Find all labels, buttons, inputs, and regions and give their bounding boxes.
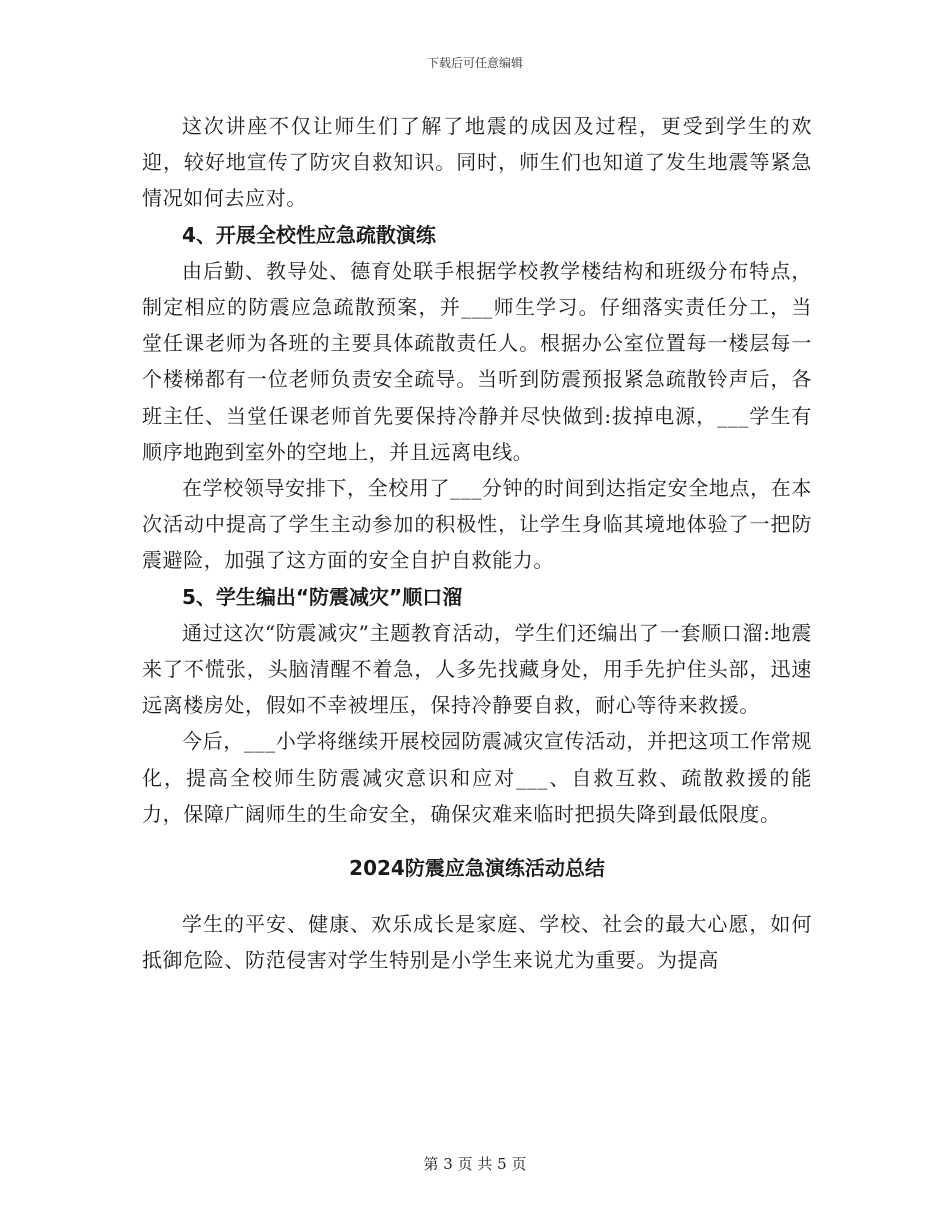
paragraph-evacuation-plan: 由后勤、教导处、德育处联手根据学校教学楼结构和班级分布特点，制定相应的防震应急疏散预案，并___师生学习。仔细落实责任分工，当堂任课老师为各班的主要具体疏散责任人。根据办公室位置每一楼层每一个楼梯都有一位老师负责安全疏导。当听到防震预报紧急疏散铃声后，各班主任、当堂任课老师首先要保持冷静并尽快做到:拔掉电源，___学生有顺序地跑到室外的空地上，并且远离电线。 — [142, 258, 812, 464]
heading-rhyme: 5、学生编出“防震减灾”顺口溜 — [182, 584, 463, 609]
paragraph-rhyme: 通过这次“防震减灾”主题教育活动，学生们还编出了一套顺口溜:地震来了不慌张，头脑清醒不着急，人多先找藏身处，用手先护住头部，迅速远离楼房处，假如不幸被埋压，保持冷静要自救，耐心等待来救援。 — [142, 620, 812, 718]
page-footer: 第 3 页 共 5 页 — [423, 1155, 527, 1173]
document-body — [142, 108, 812, 978]
paragraph-intro: 学生的平安、健康、欢乐成长是家庭、学校、社会的最大心愿，如何抵御危险、防范侵害对学生特别是小学生来说尤为重要。为提高 — [142, 912, 812, 973]
paragraph-future-plan: 今后，___小学将继续开展校园防震减灾宣传活动，并把这项工作常规化，提高全校师生防震减灾意识和应对___、自救互救、疏散救援的能力，保障广阔师生的生命安全，确保灾难来临时把损失降到最低限度。 — [142, 729, 812, 826]
header-note: 下载后可任意编辑 — [426, 56, 523, 70]
heading-evacuation-drill: 4、开展全校性应急疏散演练 — [182, 222, 436, 247]
paragraph-drill-result: 在学校领导安排下，全校用了___分钟的时间到达指定安全地点，在本次活动中提高了学生主动参加的积极性，让学生身临其境地体验了一把防震避险，加强了这方面的安全自护自救能力。 — [142, 476, 812, 573]
paragraph-lecture-summary: 这次讲座不仅让师生们了解了地震的成因及过程，更受到学生的欢迎，较好地宣传了防灾自救知识。同时，师生们也知道了发生地震等紧急情况如何去应对。 — [142, 114, 812, 211]
section-title: 2024防震应急演练活动总结 — [349, 856, 605, 881]
